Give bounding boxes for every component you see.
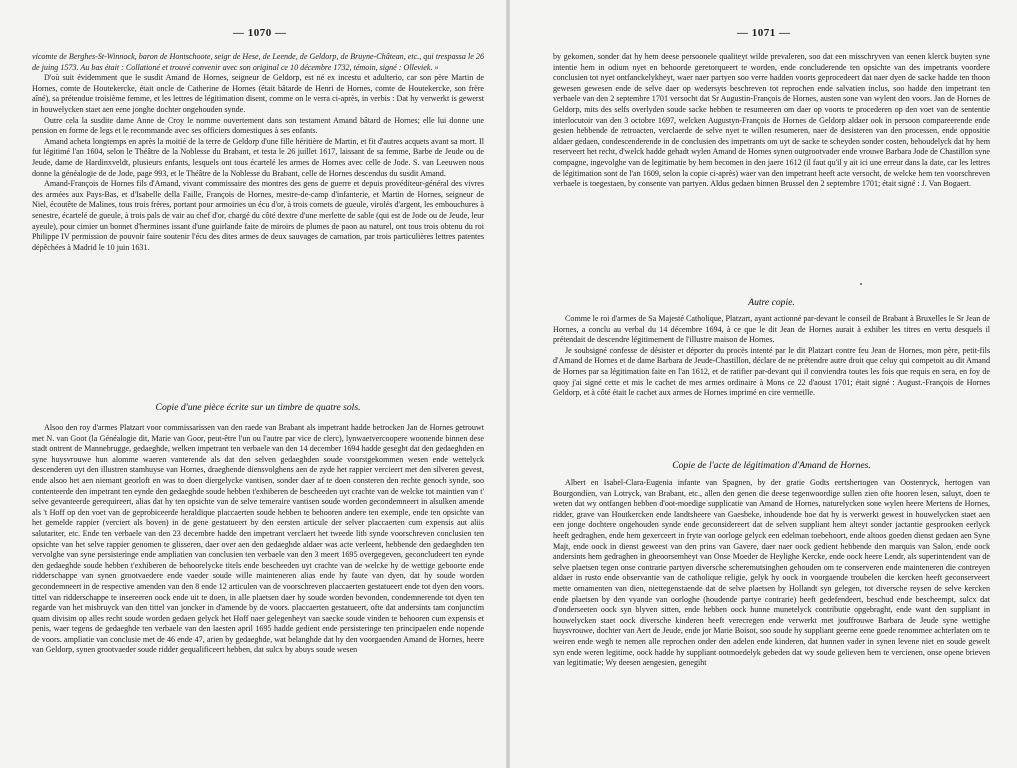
right-section-one-paragraph: Je soubsigné confesse de désister et déporter du procès intenté par le dit Platzart contre feu Jean de Hornes, mon père, petit-fils d'Amand de Hornes et de dame Barbara de Jeude-Chastillon, déclare de ne prétendre autre droit que celuy qui competoit au dit Amand de Hornes par sa légitimation faite en l'an 1612, et de ratifier par-devant qui il conviendra toutes les fois que requis en sera, en foy de quoy j'ai signé cette et mis le cachet de mes armes ordinaire à Mons ce 22 d'aoust 1701; était signé : August.-François de Hornes Geldorp, et à côté était le cachet aux armes de Hornes imprimé en cire vermeille. (553, 345, 990, 398)
left-paragraph: Outre cela la susdite dame Anne de Croy le nomme ouvertement dans son testament Amand bâtard de Hornes; elle lui donne une pension en forme de legs et le recommande avec ses officiers domestiques à ses enfants. (32, 115, 484, 136)
left-section-heading: Copie d'une pièce écrite sur un timbre de quatre sols. (155, 402, 361, 413)
right-intro-text (553, 52, 990, 269)
right-section-one-text (553, 314, 990, 437)
right-section-one-heading: Autre copie. (748, 297, 795, 308)
right-page-number: — 1071 — (737, 27, 791, 39)
left-page (0, 0, 508, 768)
right-section-two-text (553, 478, 990, 763)
left-paragraph: Amand-François de Hornes fils d'Amand, vivant commissaire des montres des gens de guerre et depuis provéditeur-général des vivres des armées aux Pays-Bas, et d'Isabelle della Faille, François de Hornes, mestre-de-camp d'infanterie, et Martin de Hornes, seigneur de Niel, écoutête de Malines, tous trois frères, portant pour armoiries un écu d'or, à trois cornets de gueule, virolés d'argent, les embouchures à senestre, écartelé de gueule, à trois pals de vair au chef d'or, chargé du côté dextre d'une merlette de sable (qui est de Jode ou de Jeude, leur ayeule), pour cimier un bonnet d'hermines issant d'une guirlande faite de miroirs de plumes de paon au naturel, ont tous trois obtenu du roi Philippe IV permission de pouvoir faire soutenir l'écu des dites armes de deux sauvages de carnation, par trois particulières lettres patentes dépêchées à Madrid le 10 juin 1631. (32, 179, 484, 252)
right-section-two-paragraph: Albert en Isabel-Clara-Eugenia infante van Spagnen, by der gratie Godts eertshertogen van Oostenryck, hertogen van Bourgondien, van Lotryck, van Brabant, etc., allen den genen die deese tegenwoordige sullen zien ofte hooren lesen, saluyt, doen te weten dat wy ontfangen hebben d'oot-moedige supplicatie van Amand de Hornes, naturelycken sone wylen heere Mertens de Hornes, ridder, grave van Houtkercken ende landtsheere van Gaesbeke, inhoudende hoe dat hy is verwerkt gewest in houwelycken staet aen een jonge dochtere ongehouden synde ende geconsidereert dat de selven suppliant hem alteyt sonder jactantie gesprooken eerlyck heeft gedraghen, ende hem gexerceert in fryte van oorloge gelyck een edelman toebehoort, ende altoos goeden dienst gedaen aen Syne Majt, ende oock in dienst geweest van den prins van Gavere, daer naer oock gedient hebbende den marquis van Salon, ende oock andersints hem gedraghen in gheoorsemheyt van Onse Moeder de Heylighe Kercke, ende oock heere Lendr, als superintendent van de selve plaetsen tegen onse contrarie partyen diversche scheremutsinghen gehouden om te conserveren ende mainteneren die contreyen aldaer in rusto ende observantie van de catholique religie, gelyk hy oock in voorgaende troubelen die kercken heeft geconserveert mette ornamenten van dien, niettegenstaende dat de selve plaetsen by Hollandt syn gelegen, tot diversche reysen de selve kercken ende plaetsen by den vyande van oorloghe (houdende partye contrarie) heeft gedefendeert, beschud ende bescheempt, sulcx dat d'onderseeten oock syn blyven sitten, ende hebben oock hunne munetelyck contributie opgebraght, ende want den suppliant in houwelycken staet oock diversche kinderen heeft verecregen ende verwerkt met jouffrouwe Barbara de Jeude syne wettighe huysvrouwe, dochter van Aert de Jeude, ende jor Marie Boisot, soo soude hy suppliant geerne eene goede renommee achterlaten om te weiren ende wegh te nemen alle reprochen onder den adelen ende kinderen, dat hunnen vader in synen levene niet en soude gewelt syn ende weren legitime, oock hadde hy suppliant ootmoedelyk gebeden dat wy soude gelieven hem te vercienen, onse opene brieven van legitimatie; Wy deesen aengesien, genegiht (553, 478, 990, 668)
left-intro-text (32, 52, 484, 396)
right-section-one-heading-wrap (553, 297, 990, 308)
right-section-two-heading-wrap (553, 460, 990, 471)
right-page (509, 0, 1017, 768)
left-paragraph: D'où suit évidemment que le susdit Amand de Hornes, seigneur de Geldorp, est né ex incestu et adulterio, car son père Martin de Hornes, comte de Houtekercke, était oncle de Catherine de Hornes (était bâtarde de Henri de Hornes, comte de Houtekercke, son frère aîné), sa prétendue troisième femme, et les lettres de légitimation disent, comme on le verra ci-après, in verbis : Dat hy verwerkt is gewerst in houwelycken staet aen eene jonghe dochter ongehouden synde. (32, 73, 484, 114)
left-paragraph: Amand acheta longtemps en après la moitié de la terre de Geldorp d'une fille héritière de Martin, et fit d'autres acquets avant sa mort. Il fut légitimé l'an 1604, selon le Théâtre de la Noblesse du Brabant, et testa le 26 juillet 1617, laissant de sa femme, Barbe de Jeude ou de Jeude, dame de Hardinxveldt, plusieurs enfants, lesquels ont tous écartelé les armes de Hornes avec celle de Jode. S. van Leeuwen nous donne la généalogie de de Jode, page 993, et le Théâtre de la Noblesse du Brabant, celle de Hornes descendus du susdit Amand. (32, 136, 484, 178)
ink-speck (860, 283, 862, 285)
left-paragraph: vicomte de Berghes-St-Winnock, baron de Hontschoote, seigr de Hese, de Leende, de Geldorp, de Bruyne-Châtean, etc., qui trespassa le 26 de juing 1573. Au bas était : Collationé et trouvé convenir avec son original ce 10 décembre 1732, témoin, signé : Olleviek. » (32, 52, 484, 72)
left-section-text (32, 423, 484, 763)
right-paragraph: by gekomen, sonder dat hy hem deese persoonele qualiteyt wilde prevaleren, soo dat een misschryven van eenen klerck buyten syne intentie hem in odium nyet en behoorde geretorqueert te worden, ende concluderende ten opsichte van des impetrants voordere conclusien tot nyet ontfanckelykheyt, waer naer partyen soo verre hadden voorts geprocedeert dat naer dyen de sacke hadde ten thoon gewesen gewesen ende de selve daer op wedersyts beschreven tot reprochen ende salvatien inclus, soo hadde den impetrant ten verbaele van den 2 septembre 1701 versocht dat Sr Augustin-François de Hornes, austen sone van wylent den voors. Jan de Hornes de Geldorp, mits des selfs overlyden soude sacke hebben te resumeeren om daer op voorts te procederen op den voet van de sententie interlocutoir van den 3 octobre 1697, welcken Augustyn-François de Hornes de Geldorp aldaer ook in persoon compareerende ende gesien hebbende de retroacten, verclaerde de selve nyet te willen resumeren, naer de desisteren van den processen, ende oppositie aldaer gedaen, condescenderende in de conclusien des impetrants om uyt de sacke te scheyden sonder costen, behoudelyck dat hy hem reserveert het recht, d'welck hadde gehadt wylen Amand de Hornes synen outgrootvader ende vrouwe Barbara Jode de Chastillon syne compagne, ingevolghe van de legitimatie by hem becomen in den jaere 1612 (il faut qu'il y ait ici une erreur dans la date, car les lettres de légitimation sont de l'an 1609, selon la copie ci-après) waer van den impetrant heeft acte versocht, de welcke hem ten voorschreven verbaele is toegestaen, by consente van partyen. Aldus gedaen binnen Brussel den 2 septembre 1701; était signé : J. Van Bogaert. (553, 52, 990, 189)
right-section-two-heading: Copie de l'acte de légitimation d'Amand de Hornes. (672, 460, 871, 471)
left-page-number: — 1070 — (233, 27, 287, 39)
right-section-one-paragraph: Comme le roi d'armes de Sa Majesté Catholique, Platzart, ayant actionné par-devant le conseil de Brabant à Bruxelles le Sr Jean de Hornes, a conclu au verbal du 14 décembre 1694, à ce que le dit Jean de Hornes aurait à exhiber les titres en vertu desquels il prétendait de descendre légitimement de l'illustre maison de Hornes. (553, 314, 990, 345)
left-section-paragraph: Alsoo den roy d'armes Platzart voor commissarissen van den raede van Brabant als impetrant hadde betrocken Jan de Hornes getrouwt met N. van Goot (la Généalogie dit, Marie van Goor, peut-être l'un ou l'autre par vice de clerc), lynwaetvercoopere woonende binnen dese stadt ontrent de Mannebrugge, gedaeghde, welken impetrant ten verbaele van den 14 december 1694 hadde gesegbt dat den gedaeghden en syne huysvrouwe hun alomme waeren vanterende als dat den selven gedaeghden soude voorstgekommen wesen ende wettelyck descenderen uyt den illustren stamhuyse van Hornes, draeghende diensvolghens aen de zyde het rappier vercieert met den silveren gevest, ende alsoo het aen niemant georloft en was to doen diergelycke vantisen, sonder daer af te doen consteren den rechte genoch synde, soo contenteerde den impetrant ten eynde den gedaeghde soude hebben t'exhiberen de bescheeden uyt crachte van de welcke tot maintien van t' selve gevanteerde gerequireert, alias dat hy ten opsichte van de selve temeraire vantisen soude worden gecondemneert in alsulken amende als 't Hoff op den voet van de geprobiceerde heraldique placcaerten soude hebben te behooren andere ten exemple, ende ten opsichte van het gemelde rappier (verciert als boven) in de gene gestatueert by den eersten articule der selver placcaerten cum expensis aut aliis salutariter, etc. Ende ten verbaele van den 23 decembre hadde den impetrant verclaert het tweede lith synde voorschreven conclusien ten opsichte van het selve rappier genomen te glisseren, daer over aen den gedaeghde aldaer was acte verleent, hebbende den gedaeghden ten vervolghe van syne persisteringe ende ampliatien van conclusien ten verbaele van den 3 meert 1695 overgegeven, geconcludeert ten eynde den gedaeghde soude hebben t'exhiberen de behoorelycke titels ende bescheeden uyt crachte van de welcke hy de wettige geboorte ende ridderschappe van synen grootvaedere ende vaeder soude wille mainteneren alias ende hy faute van dyen, dat hy soude worden gecondemneert in de respective amenden van den 8 ende 12 articulen van de voorschreven placcaerten gestatueert ende tot dyen den voors. tittel van ridderschappe te insereeren oock ende uit te doen, in alle plaetsen daer hy soude worden bevonden, condemnerende tot dyen ten regarde van het misbruyck van den tittel van joncker in d'amende by de voors. placcaerten gestatueert, ofte dat andersints tam conjunctim quam divisim op alles recht soude worden gedaen gelyck het Hoff naer gelegenheyt van saecke soude vinden te behooren cum expensis et penis, waer tegens de gedaeghde ten verbaele van den laesten april 1695 hadde gedient ende persisteringe ten principaelen ende nopende de voors. ampliatie van conclusie met de 46 ende 47, arien by gedaeghde, wat belanghde dat hy den voorgaenden Amand de Hornes, heere van Geldorp, synen grootvaeder soude ridder gequalificeert hebben, dat sulcx by abuys soude wesen (32, 423, 484, 655)
left-section-heading-wrap (32, 402, 484, 413)
